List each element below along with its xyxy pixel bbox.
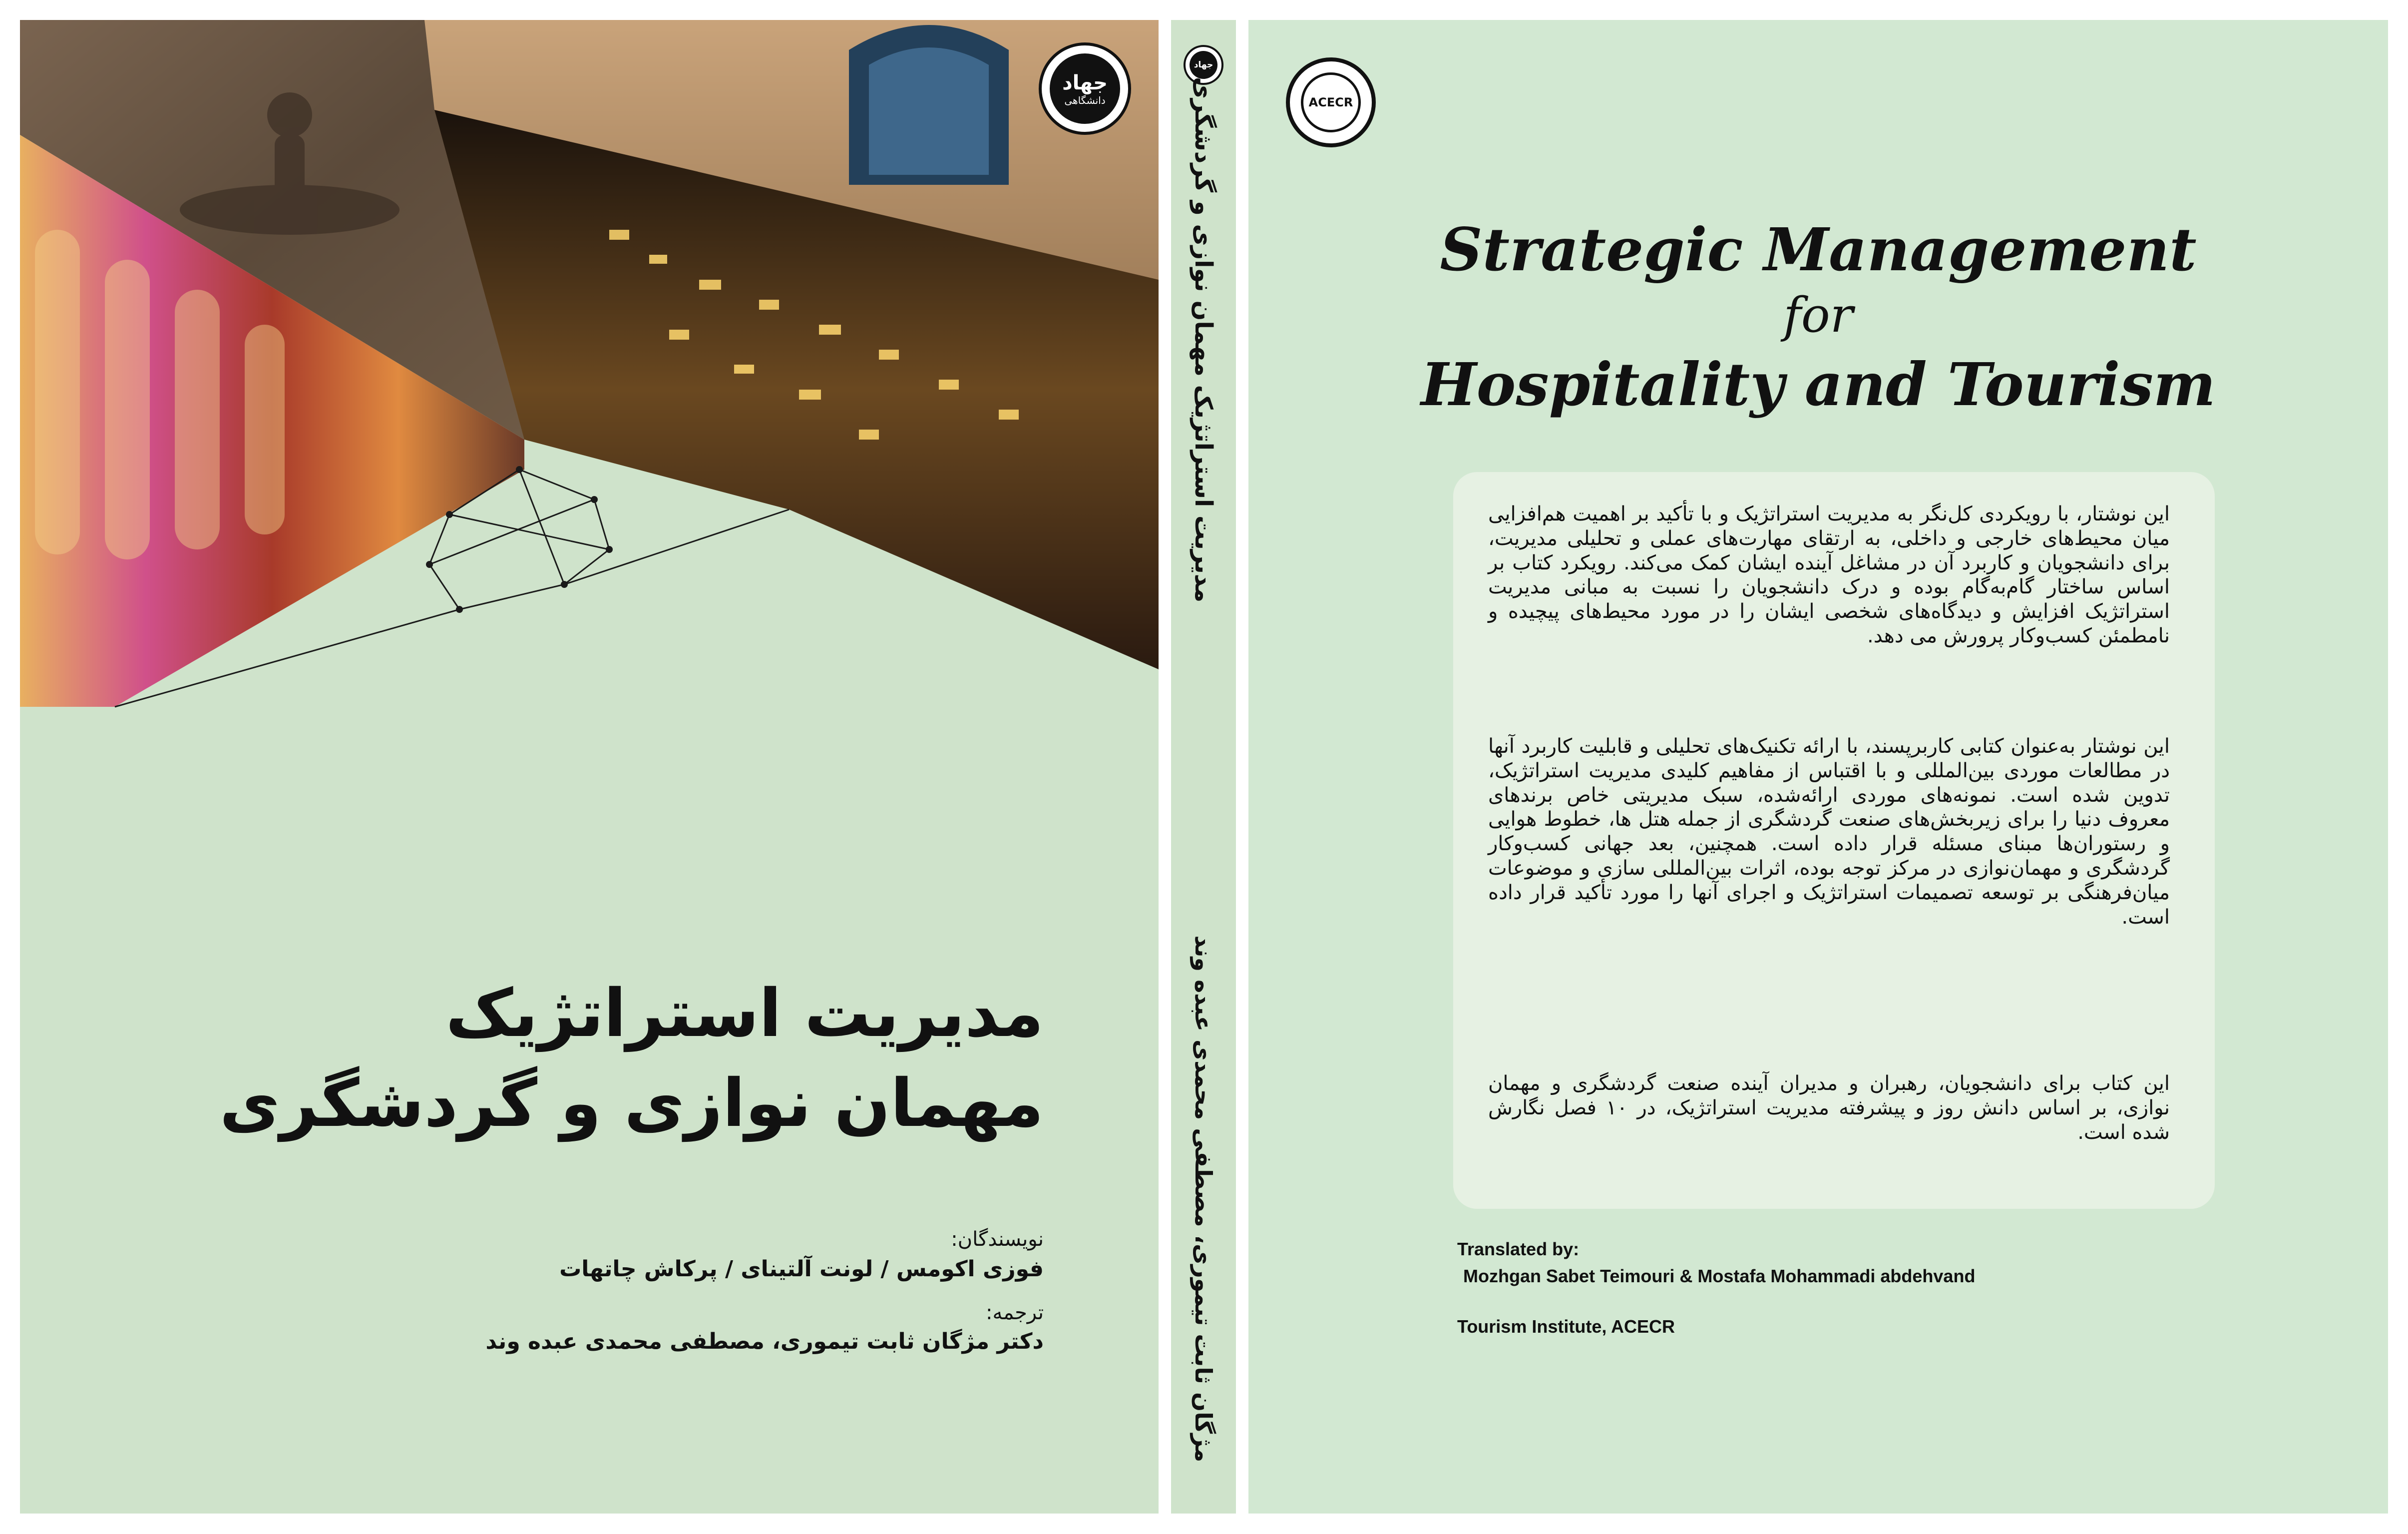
translated-by-label: Translated by: xyxy=(1457,1239,1580,1259)
acecr-logo-text: ACECR xyxy=(1308,95,1353,109)
logo-text: جهاد xyxy=(1062,71,1108,94)
authors: فوزی اکومس / لونت آلتینای / پرکاش چاتهات xyxy=(559,1256,1044,1282)
acecr-emblem-icon xyxy=(1286,57,1376,147)
blurb-paragraph-3: این کتاب برای دانشجویان، رهبران و مدیران آینده صنعت گردشگری و مهمان نوازی، بر اساس دانش روز و پیشرفته مدیریت استراتژیک، در ۱۰ فصل نگارش شده است. xyxy=(1488,1072,2170,1144)
english-title-line1: Strategic Management xyxy=(1440,215,2197,284)
front-cover xyxy=(20,20,1159,1514)
english-title-line2: for xyxy=(1783,287,1853,343)
stained-window xyxy=(849,25,1009,185)
english-title-line3: Hospitality and Tourism xyxy=(1421,350,2216,419)
front-title-line1: مدیریت استراتژیک xyxy=(445,975,1044,1052)
blurb-paragraph-1: این نوشتار، با رویکردی کل‌نگر به مدیریت استراتژیک و با تأکید بر اهمیت هم‌افزایی میان محیط‌های خارجی و داخلی، به ارتقای مهارت‌های عملی و تحلیلی مدیریت، برای دانشجویان و کاربرد آن در مشاغل آینده ایشان کمک می‌کند. رویکرد کتاب بر اساس ساختار گام‌به‌گام بوده و درک دانشجویان را نسبت به مبانی مدیریت استراتژیک افزایش و دیدگاه‌های شخصی ایشان را در مورد محیط‌های پیچیده و نامطمئن کسب‌وکار پرورش می دهد. xyxy=(1488,503,2170,647)
spine-authors: مژگان ثابت تیموری، مصطفی محمدی عبده وند xyxy=(1190,935,1217,1463)
translators-english: Mozhgan Sabet Teimouri & Mostafa Mohammadi abdehvand xyxy=(1463,1266,1976,1286)
blurb-paragraph-2: این نوشتار به‌عنوان کتابی کاربرپسند، با ارائه تکنیک‌های تحلیلی و قابلیت کاربرد آنها در مطالعات موردی بین‌المللی و با اقتباس از مفاهیم کلیدی مدیریت استراتژیک، تدوین شده است. نمونه‌های موردی ارائه‌شده، سبک مدیریتی خاص برندهای معروف دنیا را برای زیربخش‌های صنعت گردشگری از جمله هتل ها، خطوط هوایی و رستوران‌ها مبنای مسئله قرار داده است. همچنین، بعد جهانی کسب‌وکار گردشگری و مهمان‌نوازی در مرکز توجه بوده، اثرات بین‌المللی سازی و موضوعات میان‌فرهنگی بر توسعه تصمیمات استراتژیک و اجرای آنها را مورد تأکید قرار داده است. xyxy=(1488,735,2170,929)
authors-label: نویسندگان: xyxy=(951,1228,1044,1251)
spine-title: مدیریت استراتژیک مهمان نوازی و گردشگری xyxy=(1190,76,1217,603)
institute: Tourism Institute, ACECR xyxy=(1457,1316,1675,1337)
front-title-line2: مهمان نوازی و گردشگری xyxy=(219,1065,1044,1142)
publisher-logo-icon xyxy=(1039,42,1131,135)
translators-label: ترجمه: xyxy=(986,1301,1044,1324)
spine-logo-text: جهاد xyxy=(1194,60,1213,70)
translators: دکتر مژگان ثابت تیموری، مصطفی محمدی عبده وند xyxy=(485,1329,1044,1354)
front-cover-photo-collage xyxy=(20,20,1159,919)
spine xyxy=(1171,20,1236,1514)
blurb-box xyxy=(1453,472,2215,1209)
logo-subtext: دانشگاهی xyxy=(1064,94,1106,106)
back-cover xyxy=(1248,20,2388,1514)
